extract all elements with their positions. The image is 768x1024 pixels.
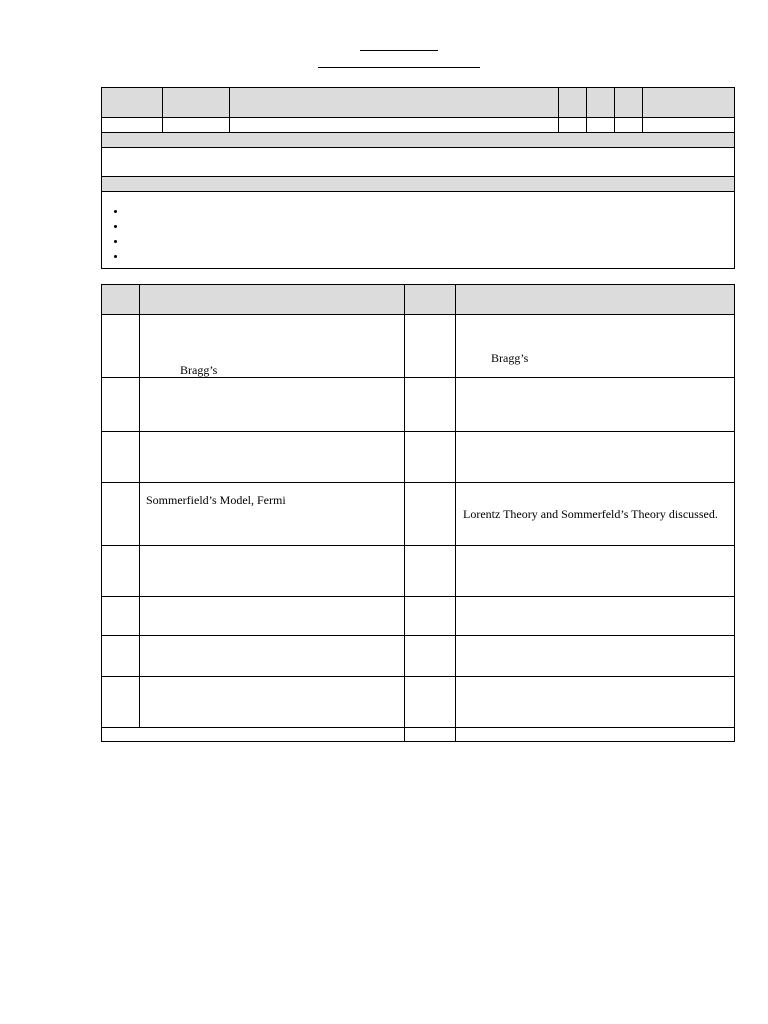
- table-row: [102, 315, 735, 378]
- section-body-1: [102, 148, 735, 177]
- course-info-value-row: [102, 118, 735, 133]
- value-cell: [587, 118, 615, 133]
- table-row: [102, 483, 735, 546]
- table-row: [102, 432, 735, 483]
- bullet-item: [126, 219, 734, 234]
- value-cell: [102, 118, 163, 133]
- value-cell: [643, 118, 735, 133]
- value-cell: [163, 118, 230, 133]
- value-cell: [230, 118, 559, 133]
- course-info-header-row: [102, 88, 735, 118]
- subtitle-underline: [318, 67, 480, 68]
- remark-text: Lorentz Theory and Sommerfeld’s Theory discussed.: [463, 507, 718, 521]
- table-row: [102, 597, 735, 636]
- header-cell: [615, 88, 643, 118]
- bullet-list: [102, 192, 734, 268]
- lesson-plan-header-row: [102, 285, 735, 315]
- header-cell: [456, 285, 735, 315]
- bullet-item: [126, 249, 734, 264]
- header-cell: [163, 88, 230, 118]
- header-cell: [559, 88, 587, 118]
- lesson-plan-table: [101, 284, 735, 742]
- table-row: [102, 546, 735, 597]
- section-band-1: [102, 133, 735, 148]
- bullet-item: [126, 234, 734, 249]
- table-row: [102, 378, 735, 432]
- topic-text: Bragg’s: [180, 363, 218, 377]
- header-cell: [405, 285, 456, 315]
- remark-text: Bragg’s: [491, 351, 529, 365]
- bullet-item: [126, 204, 734, 219]
- topic-text: Sommerfield’s Model, Fermi: [146, 493, 286, 507]
- header-cell: [230, 88, 559, 118]
- header-cell: [102, 285, 140, 315]
- table-footer-row: [102, 728, 735, 742]
- header-cell: [587, 88, 615, 118]
- header-cell: [140, 285, 405, 315]
- table-row: [102, 677, 735, 728]
- title-underline: [360, 50, 438, 51]
- header-cell: [102, 88, 163, 118]
- value-cell: [615, 118, 643, 133]
- table-row: [102, 636, 735, 677]
- section-body-2: [102, 192, 735, 269]
- section-band-2: [102, 177, 735, 192]
- course-info-table: [101, 87, 735, 269]
- header-cell: [643, 88, 735, 118]
- value-cell: [559, 118, 587, 133]
